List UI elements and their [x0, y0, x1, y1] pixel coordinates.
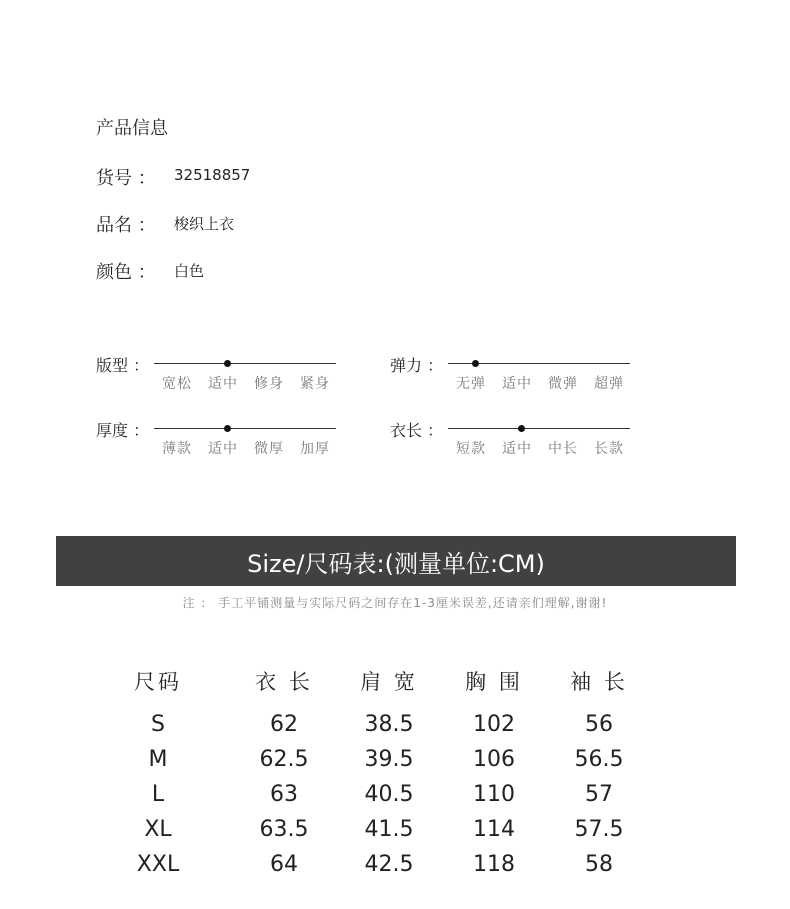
scale-fit-option: 宽松: [162, 376, 192, 392]
cell-sleeve: 58: [585, 852, 613, 877]
cell-bust: 118: [473, 852, 515, 877]
header-sleeve: 袖 长: [570, 670, 628, 694]
scale-length: [390, 421, 650, 468]
table-row: [0, 747, 790, 781]
scale-thickness-option: 适中: [208, 441, 238, 457]
cell-bust: 110: [473, 782, 515, 807]
table-row: [0, 852, 790, 886]
cell-shoulder: 41.5: [364, 817, 414, 842]
scale-thickness-option: 微厚: [254, 441, 284, 457]
product-name-label: 品名 ：: [96, 215, 156, 236]
cell-size: L: [151, 782, 165, 807]
scale-elasticity-option: 超弹: [594, 376, 624, 392]
scale-fit: [96, 356, 356, 403]
item-number-value: 32518857: [174, 166, 251, 184]
scale-length-option: 长款: [594, 441, 624, 457]
cell-sleeve: 56.5: [574, 747, 624, 772]
size-chart-title: Size/尺码表:(测量单位:CM): [247, 549, 545, 578]
scale-elasticity-option: 适中: [502, 376, 532, 392]
scale-length-option: 适中: [502, 441, 532, 457]
scale-length-option: 中长: [548, 441, 578, 457]
scale-elasticity: [390, 356, 650, 403]
scale-thickness: [96, 421, 356, 468]
scale-fit-option: 紧身: [300, 376, 330, 392]
cell-size: XXL: [136, 852, 180, 877]
cell-length: 63.5: [259, 817, 309, 842]
scale-elasticity-option: 无弹: [456, 376, 486, 392]
scale-elasticity-marker: [472, 360, 479, 367]
cell-shoulder: 38.5: [364, 712, 414, 737]
scale-thickness-option: 加厚: [300, 441, 330, 457]
cell-size: M: [148, 747, 168, 772]
scale-elasticity-option: 微弹: [548, 376, 578, 392]
item-number-label: 货号 ：: [96, 168, 156, 189]
cell-shoulder: 39.5: [364, 747, 414, 772]
scale-fit-marker: [224, 360, 231, 367]
scale-elasticity-label: 弹力 ：: [390, 356, 444, 375]
size-chart-banner: [56, 536, 736, 586]
cell-bust: 102: [473, 712, 515, 737]
cell-bust: 106: [473, 747, 515, 772]
scale-length-option: 短款: [456, 441, 486, 457]
scale-fit-line: [154, 363, 336, 364]
scale-thickness-marker: [224, 425, 231, 432]
color-value: 白色: [174, 262, 205, 280]
cell-length: 63: [270, 782, 298, 807]
scale-fit-label: 版型 ：: [96, 356, 150, 375]
scale-thickness-label: 厚度 ：: [96, 421, 150, 440]
measurement-note: 注 ： 手工平铺测量与实际尺码之间存在1-3厘米误差,还请亲们理解,谢谢!: [182, 596, 608, 610]
scale-thickness-line: [154, 428, 336, 429]
scale-fit-option: 修身: [254, 376, 284, 392]
cell-size: S: [151, 712, 165, 737]
header-size: 尺码: [134, 670, 182, 694]
cell-size: XL: [144, 817, 172, 842]
scale-length-marker: [518, 425, 525, 432]
cell-shoulder: 40.5: [364, 782, 414, 807]
cell-length: 62: [270, 712, 298, 737]
cell-shoulder: 42.5: [364, 852, 414, 877]
cell-bust: 114: [473, 817, 515, 842]
cell-sleeve: 57: [585, 782, 613, 807]
scale-thickness-option: 薄款: [162, 441, 192, 457]
table-row: [0, 782, 790, 816]
cell-sleeve: 57.5: [574, 817, 624, 842]
scale-length-label: 衣长 ：: [390, 421, 444, 440]
header-shoulder: 肩 宽: [360, 670, 418, 694]
size-table-header: [0, 666, 790, 700]
header-bust: 胸 围: [465, 670, 523, 694]
product-info-title: 产品信息: [96, 118, 168, 139]
scale-fit-option: 适中: [208, 376, 238, 392]
scale-length-line: [448, 428, 630, 429]
table-row: [0, 712, 790, 746]
product-name-value: 梭织上衣: [174, 215, 235, 233]
cell-sleeve: 56: [585, 712, 613, 737]
table-row: [0, 817, 790, 851]
cell-length: 62.5: [259, 747, 309, 772]
header-length: 衣 长: [255, 670, 313, 694]
cell-length: 64: [270, 852, 298, 877]
color-label: 颜色 ：: [96, 262, 156, 283]
